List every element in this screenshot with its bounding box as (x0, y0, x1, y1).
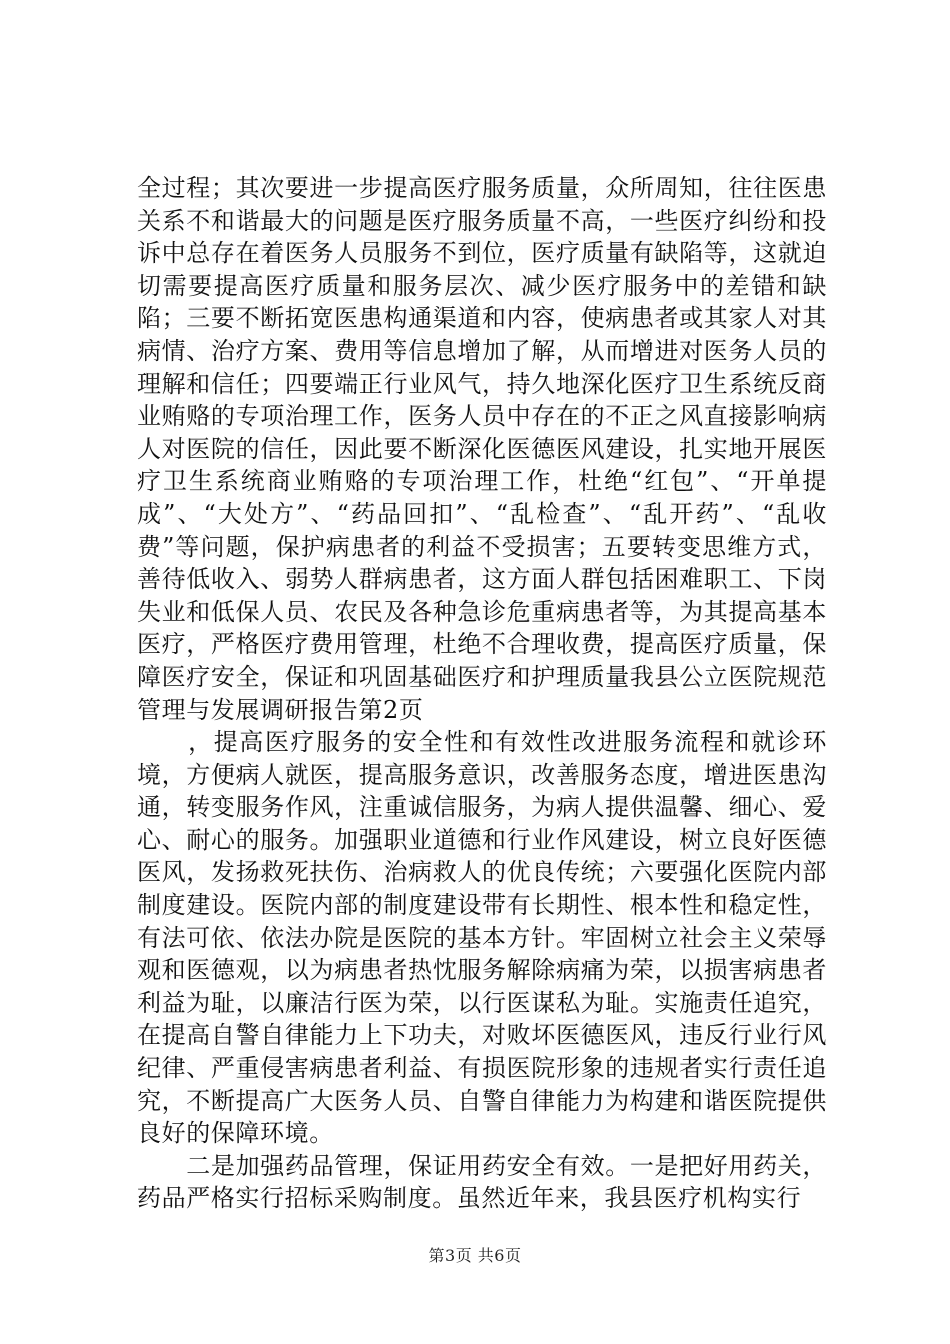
paragraph-3: 二是加强药品管理，保证用药安全有效。一是把好用药关，药品严格实行招标采购制度。虽然近年来，我县医疗机构实行 (137, 1151, 827, 1213)
paragraph-2: ，提高医疗服务的安全性和有效性改进服务流程和就诊环境，方便病人就医，提高服务意识，改善服务态度，增进医患沟通，转变服务作风，注重诚信服务，为病人提供温馨、细心、爱心、耐心的服务。加强职业道德和行业作风建设，树立良好医德医风，发扬救死扶伤、治病救人的优良传统；六要强化医院内部制度建设。医院内部的制度建设带有长期性、根本性和稳定性，有法可依、依法办院是医院的基本方针。牢固树立社会主义荣辱观和医德观，以为病患者热忱服务解除病痛为荣，以损害病患者利益为耻，以廉洁行医为荣，以行医谋私为耻。实施责任追究，在提高自警自律能力上下功夫，对败坏医德医风，违反行业行风纪律、严重侵害病患者利益、有损医院形象的违规者实行责任追究，不断提高广大医务人员、自警自律能力为构建和谐医院提供良好的保障环境。 (137, 728, 827, 1148)
body-text (137, 172, 827, 1215)
paragraph-1: 全过程；其次要进一步提高医疗服务质量，众所周知，往往医患关系不和谐最大的问题是医疗服务质量不高，一些医疗纠纷和投诉中总存在着医务人员服务不到位，医疗质量有缺陷等，这就迫切需要提高医疗质量和服务层次、减少医疗服务中的差错和缺陷；三要不断拓宽医患构通渠道和内容，使病患者或其家人对其病情、治疗方案、费用等信息增加了解，从而增进对医务人员的理解和信任；四要端正行业风气，持久地深化医疗卫生系统反商业贿赂的专项治理工作，医务人员中存在的不正之风直接影响病人对医院的信任，因此要不断深化医德医风建设，扎实地开展医疗卫生系统商业贿赂的专项治理工作，杜绝“红包”、“开单提成”、“大处方”、“药品回扣”、“乱检查”、“乱开药”、“乱收费”等问题，保护病患者的利益不受损害；五要转变思维方式，善待低收入、弱势人群病患者，这方面人群包括困难职工、下岗失业和低保人员、农民及各种急诊危重病患者等，为其提高基本医疗，严格医疗费用管理，杜绝不合理收费，提高医疗质量，保障医疗安全，保证和巩固基础医疗和护理质量我县公立医院规范管理与发展调研报告第2页 (137, 174, 827, 724)
page-footer: 第3页 共6页 (428, 1246, 522, 1265)
